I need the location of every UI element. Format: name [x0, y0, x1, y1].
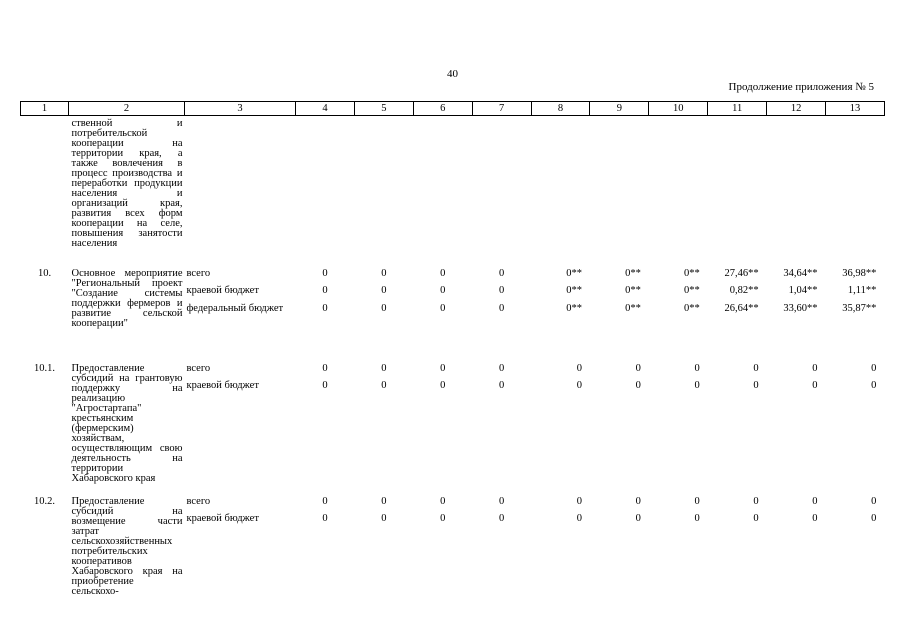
value-cell: 1,11** [847, 285, 877, 296]
value-cell: 0 [381, 495, 387, 507]
value-cell: 0 [381, 513, 387, 524]
funding-source-label: всего [186, 495, 211, 507]
value-cell: 0 [322, 380, 328, 391]
value-cell: 0 [498, 513, 505, 524]
column-header-6: 6 [413, 102, 472, 116]
value-cell: 0 [576, 513, 582, 524]
row-number: 10.2. [34, 495, 55, 507]
value-cell: 0 [635, 380, 641, 391]
value-cell: 0 [498, 495, 505, 507]
value-cell: 0 [381, 302, 387, 314]
page-number: 40 [447, 68, 458, 80]
value-cell: 0 [381, 285, 387, 296]
value-cell: 0 [694, 362, 700, 374]
value-cell: 0 [753, 513, 759, 524]
table-row [21, 361, 885, 494]
value-column-5 [354, 116, 413, 266]
column-header-7: 7 [472, 102, 531, 116]
value-column-7 [472, 266, 531, 361]
value-column-9 [590, 116, 649, 266]
value-column-4 [296, 361, 355, 494]
header-row [21, 102, 885, 116]
column-header-13: 13 [826, 102, 885, 116]
value-cell: 0 [694, 495, 700, 507]
value-cell: 0 [812, 513, 818, 524]
row-description: Предоставление субсидий на грантовую поддержку на реализацию "Агростартапа" крестьянским (фермерским) хозяйствам, осуществляющим свою деятельность на территории Хабаровского края [71, 362, 183, 484]
row-description: Основное мероприятие "Региональный проект "Создание системы поддержки фермеров и развитие сельской кооперации" [71, 267, 183, 329]
value-cell: 0 [694, 513, 700, 524]
value-cell: 0,82** [729, 285, 759, 296]
value-column-10 [649, 361, 708, 494]
budget-table [20, 101, 885, 597]
column-header-4: 4 [296, 102, 355, 116]
value-cell: 0 [498, 302, 505, 314]
column-header-5: 5 [354, 102, 413, 116]
value-column-10 [649, 494, 708, 597]
column-header-12: 12 [767, 102, 826, 116]
value-column-4 [296, 116, 355, 266]
value-column-11 [708, 116, 767, 266]
value-cell: 0 [322, 362, 328, 374]
value-column-5 [354, 494, 413, 597]
column-header-11: 11 [708, 102, 767, 116]
value-column-12 [767, 266, 826, 361]
funding-sources [185, 494, 296, 597]
value-cell: 0 [694, 380, 700, 391]
value-column-4 [296, 494, 355, 597]
value-cell: 0 [440, 380, 446, 391]
continuation-note: Продолжение приложения № 5 [728, 81, 874, 93]
value-column-12 [767, 116, 826, 266]
value-column-13 [826, 266, 885, 361]
value-cell: 0 [322, 302, 328, 314]
value-column-6 [413, 494, 472, 597]
column-header-1: 1 [21, 102, 69, 116]
value-cell: 26,64** [724, 302, 759, 314]
value-cell: 0 [440, 495, 446, 507]
value-cell: 0 [440, 362, 446, 374]
column-header-10: 10 [649, 102, 708, 116]
table-row [21, 494, 885, 597]
value-cell: 0** [566, 267, 582, 279]
value-cell: 0 [440, 267, 446, 279]
value-cell: 0 [812, 495, 818, 507]
value-cell: 0 [635, 495, 641, 507]
column-header-3: 3 [185, 102, 296, 116]
value-column-12 [767, 361, 826, 494]
value-column-11 [708, 361, 767, 494]
value-cell: 0 [381, 267, 387, 279]
value-cell: 0** [683, 302, 700, 314]
value-column-10 [649, 266, 708, 361]
value-cell: 0 [753, 495, 759, 507]
value-cell: 0 [871, 495, 877, 507]
value-cell: 0 [635, 513, 641, 524]
value-cell: 0 [440, 513, 446, 524]
value-cell: 0 [498, 380, 505, 391]
value-cell: 0 [381, 362, 387, 374]
value-cell: 36,98** [842, 267, 877, 279]
value-column-5 [354, 361, 413, 494]
value-column-11 [708, 266, 767, 361]
value-cell: 35,87** [842, 302, 877, 314]
value-cell: 34,64** [783, 267, 818, 279]
funding-sources [185, 266, 296, 361]
value-column-9 [590, 494, 649, 597]
value-column-13 [826, 361, 885, 494]
value-cell: 0 [498, 285, 505, 296]
funding-source-label: всего [186, 267, 211, 279]
value-cell: 0 [498, 267, 505, 279]
funding-sources [185, 361, 296, 494]
value-column-11 [708, 494, 767, 597]
value-cell: 0** [566, 302, 582, 314]
value-cell: 0** [625, 267, 641, 279]
value-column-8 [531, 116, 590, 266]
column-header-2: 2 [69, 102, 185, 116]
value-column-13 [826, 116, 885, 266]
value-cell: 0 [440, 302, 446, 314]
value-column-5 [354, 266, 413, 361]
value-cell: 0 [753, 362, 759, 374]
value-column-6 [413, 266, 472, 361]
value-column-13 [826, 494, 885, 597]
value-cell: 0 [576, 380, 582, 391]
row-number: 10.1. [34, 362, 55, 374]
value-cell: 0** [683, 267, 700, 279]
value-column-7 [472, 494, 531, 597]
value-cell: 0 [812, 362, 818, 374]
value-column-9 [590, 361, 649, 494]
table-row [21, 266, 885, 361]
value-cell: 0 [812, 380, 818, 391]
value-cell: 0 [576, 362, 582, 374]
value-cell: 0 [576, 495, 582, 507]
value-column-7 [472, 361, 531, 494]
row-description: ственной и потребительской кооперации на территории края, а также вовлечения в процесс производства и переработки продукции населения и организаций края, развития всех форм кооперации на селе, повышения занятости населения [71, 118, 183, 249]
row-description: Предоставление субсидий на возмещение части затрат сельскохозяйственных потребительских кооперативов Хабаровского края на приобретение сельскохо- [71, 495, 183, 597]
funding-source-label: всего [186, 362, 211, 374]
value-cell: 0 [322, 285, 328, 296]
column-header-9: 9 [590, 102, 649, 116]
value-column-12 [767, 494, 826, 597]
value-cell: 0** [683, 285, 700, 296]
value-cell: 0** [625, 285, 641, 296]
value-column-6 [413, 116, 472, 266]
funding-sources [185, 116, 296, 266]
table-row [21, 116, 885, 266]
value-cell: 0 [322, 267, 328, 279]
value-cell: 0** [566, 285, 582, 296]
value-column-8 [531, 361, 590, 494]
value-column-4 [296, 266, 355, 361]
funding-source-label: краевой бюджет [186, 513, 259, 524]
value-column-10 [649, 116, 708, 266]
value-cell: 0 [498, 362, 505, 374]
value-cell: 0 [871, 380, 877, 391]
value-cell: 1,04** [788, 285, 818, 296]
value-cell: 0 [322, 495, 328, 507]
value-cell: 27,46** [724, 267, 759, 279]
value-column-8 [531, 266, 590, 361]
value-cell: 0 [871, 362, 877, 374]
value-cell: 33,60** [783, 302, 818, 314]
value-cell: 0 [753, 380, 759, 391]
value-cell: 0** [625, 302, 641, 314]
funding-source-label: краевой бюджет [186, 380, 259, 391]
value-column-6 [413, 361, 472, 494]
value-cell: 0 [440, 285, 446, 296]
value-column-8 [531, 494, 590, 597]
value-cell: 0 [381, 380, 387, 391]
row-number [21, 116, 69, 266]
value-column-9 [590, 266, 649, 361]
value-cell: 0 [635, 362, 641, 374]
column-header-8: 8 [531, 102, 590, 116]
value-cell: 0 [322, 513, 328, 524]
funding-source-label: краевой бюджет [186, 285, 259, 296]
funding-source-label: федеральный бюджет [186, 302, 284, 314]
row-number: 10. [37, 267, 52, 279]
value-cell: 0 [871, 513, 877, 524]
value-column-7 [472, 116, 531, 266]
